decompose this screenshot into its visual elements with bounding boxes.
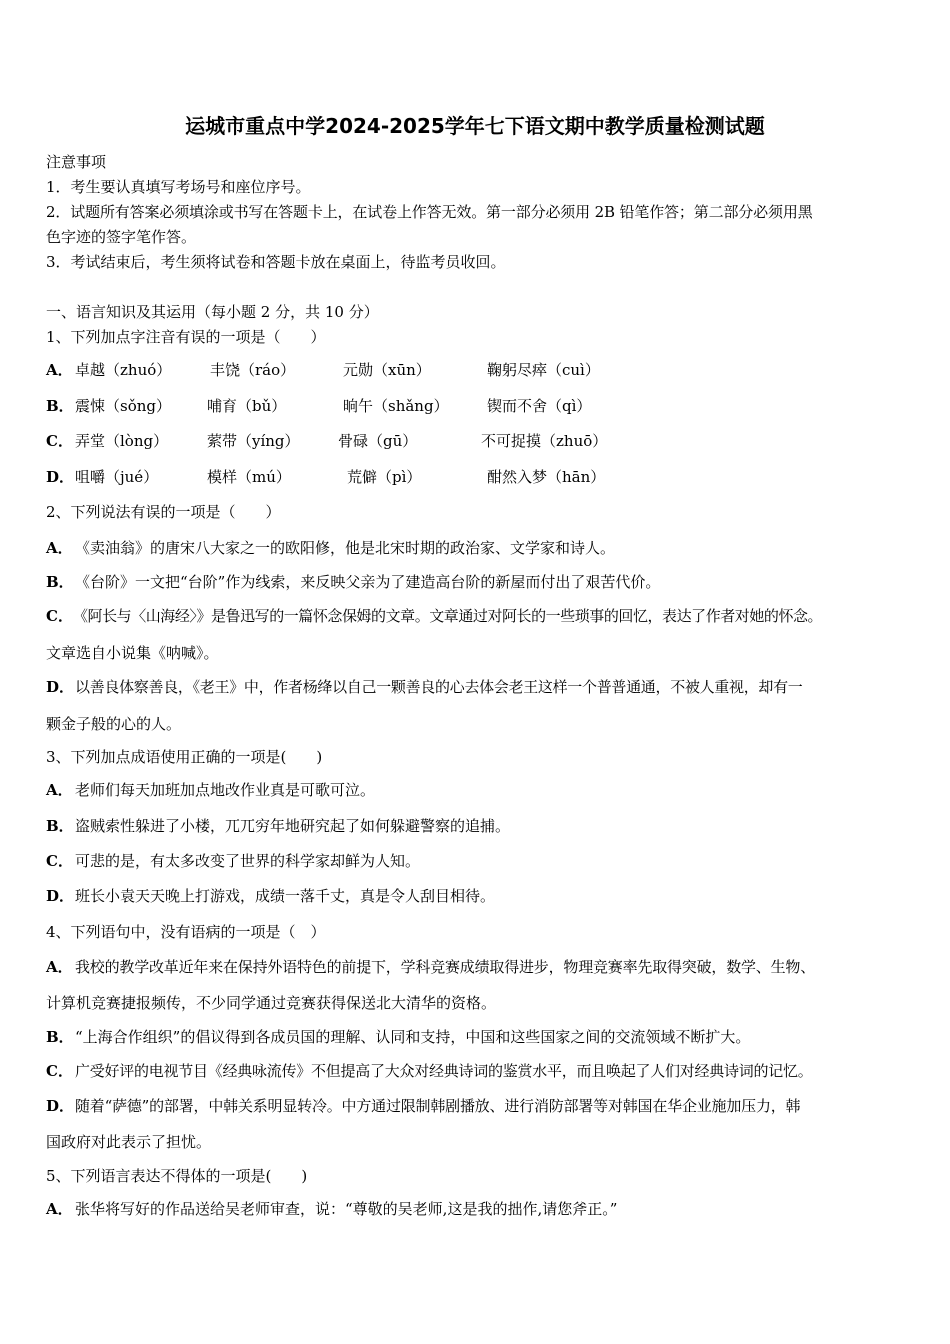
q1-item: 模样（mú） (207, 468, 291, 486)
option-label: B． (46, 397, 74, 415)
q2-option-a: 《卖油翁》的唐宋八大家之一的欧阳修，他是北宋时期的政治家、文学家和诗人。 (75, 539, 616, 557)
notice-item: 1．考生要认真填写考场号和座位序号。 (46, 178, 311, 196)
q1-item: 卓越（zhuó） (75, 361, 172, 379)
q1-item: 元勋（xūn） (343, 361, 431, 379)
option-label: B． (46, 817, 74, 835)
q5-option-a: 张华将写好的作品送给吴老师审查，说：“尊敬的吴老师,这是我的拙作,请您斧正。” (75, 1200, 618, 1218)
q2-option-c: 《阿长与〈山海经〉》是鲁迅写的一篇怀念保姆的文章。文章通过对阿长的一些琐事的回忆，表达了作者对她的怀念。 (73, 607, 823, 625)
option-label: A． (46, 781, 73, 799)
q1-row-a (46, 360, 73, 380)
q1-item: 晌午（shǎng） (343, 397, 449, 415)
section-heading: 一、语言知识及其运用（每小题 2 分，共 10 分） (46, 303, 379, 321)
q3-option-d: 班长小袁天天晚上打游戏，成绩一落千丈，真是令人刮目相待。 (75, 887, 496, 905)
q1-item: 酣然入梦（hān） (487, 468, 606, 486)
q1-item: 哺育（bǔ） (207, 397, 287, 415)
option-label: C． (46, 1062, 73, 1080)
option-label: D． (46, 1097, 75, 1115)
option-label: C． (46, 607, 73, 625)
option-label: A． (46, 539, 73, 557)
question-stem: 3、下列加点成语使用正确的一项是( ) (46, 748, 323, 766)
q4-option-b: “上海合作组织”的倡议得到各成员国的理解、认同和支持，中国和这些国家之间的交流领域不断扩大。 (75, 1028, 751, 1046)
q4-option-c: 广受好评的电视节目《经典咏流传》不但提高了大众对经典诗词的鉴赏水平，而且唤起了人们对经典诗词的记忆。 (75, 1062, 813, 1080)
q3-option-c: 可悲的是，有太多改变了世界的科学家却鲜为人知。 (75, 852, 421, 870)
question-stem: 1、下列加点字注音有误的一项是（ ） (46, 328, 326, 346)
question-stem: 4、下列语句中，没有语病的一项是（ ） (46, 923, 326, 941)
notice-heading: 注意事项 (46, 153, 107, 171)
q1-row-d (46, 467, 74, 487)
q1-item: 萦带（yíng） (207, 432, 300, 450)
option-label: C． (46, 432, 73, 450)
q1-item: 荒僻（pì） (347, 468, 422, 486)
q4-option-a: 我校的教学改革近年来在保持外语特色的前提下，学科竞赛成绩取得进步，物理竞赛率先取得突破，数学、生物、 (75, 958, 816, 976)
option-label: D． (46, 468, 75, 486)
option-label: A． (46, 361, 73, 379)
q1-row-c (46, 431, 73, 451)
q4-option-a-cont: 计算机竞赛捷报频传，不少同学通过竞赛获得保送北大清华的资格。 (46, 994, 497, 1012)
q1-item: 震悚（sǒng） (75, 397, 171, 415)
q2-option-c-cont: 文章选自小说集《呐喊》。 (46, 644, 219, 662)
option-label: B． (46, 1028, 74, 1046)
notice-item: 2．试题所有答案必须填涂或书写在答题卡上，在试卷上作答无效。第一部分必须用 2B 铅笔作答；第二部分必须用黑 (46, 203, 813, 221)
q1-item: 丰饶（ráo） (210, 361, 296, 379)
q2-option-d: 以善良体察善良，《老王》中，作者杨绛以自己一颗善良的心去体会老王这样一个普普通通，不被人重视，却有一 (75, 678, 803, 696)
question-stem: 5、下列语言表达不得体的一项是( ) (46, 1167, 308, 1185)
option-label: A． (46, 1200, 73, 1218)
q1-item: 咀嚼（jué） (75, 468, 159, 486)
q1-row-b (46, 396, 74, 416)
option-label: D． (46, 678, 75, 696)
q2-option-d-cont: 颗金子般的心的人。 (46, 715, 182, 733)
notice-item: 3．考试结束后，考生须将试卷和答题卡放在桌面上，待监考员收回。 (46, 253, 506, 271)
question-stem: 2、下列说法有误的一项是（ ） (46, 503, 281, 521)
option-label: B． (46, 573, 74, 591)
q3-option-a: 老师们每天加班加点地改作业真是可歌可泣。 (75, 781, 376, 799)
q4-option-d: 随着“萨德”的部署，中韩关系明显转冷。中方通过限制韩剧播放、进行消防部署等对韩国在华企业施加压力，韩 (75, 1097, 801, 1115)
notice-item: 色字迹的签字笔作答。 (46, 228, 197, 246)
option-label: C． (46, 852, 73, 870)
q1-item: 骨碌（gū） (338, 432, 418, 450)
q1-item: 弄堂（lòng） (75, 432, 169, 450)
q1-item: 锲而不舍（qì） (487, 397, 592, 415)
q2-option-b: 《台阶》一文把“台阶”作为线索，来反映父亲为了建造高台阶的新屋而付出了艰苦代价。 (75, 573, 661, 591)
q1-item: 不可捉摸（zhuō） (481, 432, 608, 450)
option-label: D． (46, 887, 75, 905)
q3-option-b: 盗贼索性躲进了小楼，兀兀穷年地研究起了如何躲避警察的追捕。 (75, 817, 511, 835)
q1-item: 鞠躬尽瘁（cuì） (487, 361, 600, 379)
page-title: 运城市重点中学2024-2025学年七下语文期中教学质量检测试题 (185, 114, 765, 138)
option-label: A． (46, 958, 73, 976)
q4-option-d-cont: 国政府对此表示了担忧。 (46, 1133, 212, 1151)
